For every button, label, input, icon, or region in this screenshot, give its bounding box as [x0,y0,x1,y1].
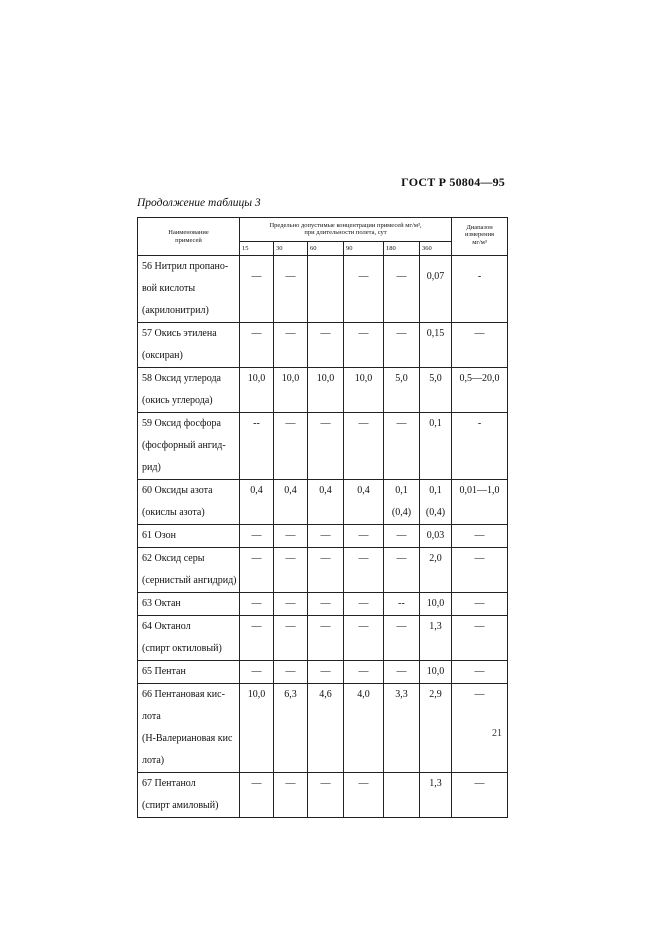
concentration-value: 6,3 [284,689,297,701]
concentration-cell-day-30 [274,368,308,413]
concentration-value: — [396,621,407,633]
concentration-value: (0,4) [425,507,446,519]
table-row [138,525,508,548]
concentration-cell-day-90 [344,525,384,548]
concentration-cell-day-360 [420,593,452,616]
concentration-value: — [396,553,407,565]
concentration-value: 1,3 [429,778,442,790]
concentration-cell-day-15 [240,593,274,616]
concentration-cell-day-180 [384,684,420,773]
substance-name-line: (сернистый ангидрид) [142,575,237,587]
concentration-value: — [251,621,262,633]
concentration-cell-day-360 [420,368,452,413]
concentration-cell-day-30 [274,773,308,818]
concentration-cell-day-15 [240,256,274,323]
concentration-cell-day-180 [384,616,420,661]
concentration-value: — [358,621,369,633]
concentration-cell-day-15 [240,525,274,548]
concentration-value: 4,6 [319,689,332,701]
concentration-cell-day-30 [274,661,308,684]
concentration-cell-day-180 [384,661,420,684]
substance-name-cell [138,661,240,684]
measurement-range-value: - [477,271,482,283]
concentration-value: 5,0 [395,373,408,385]
concentration-cell-day-15 [240,661,274,684]
concentration-value: 1,3 [429,621,442,633]
header-measurement-range: Диапазон измерения мг/м³ [452,218,508,256]
concentration-cell-day-30 [274,323,308,368]
concentration-cell-day-360 [420,413,452,480]
concentration-value: 0,4 [319,485,332,497]
concentration-cell-day-360 [420,525,452,548]
concentration-value: 0,07 [426,271,445,283]
substance-name-line: 61 Озон [142,530,176,542]
substance-name-cell [138,256,240,323]
substance-name-line: 65 Пентан [142,666,186,678]
concentration-cell-day-360 [420,323,452,368]
header-day-60: 60 [308,241,344,255]
concentration-cell-day-90 [344,413,384,480]
concentration-value: 10,0 [316,373,335,385]
substance-name-line: (спирт октиловый) [142,643,222,655]
concentration-value: — [251,530,262,542]
concentration-cell-day-180 [384,593,420,616]
concentration-cell-day-30 [274,413,308,480]
concentration-cell-day-30 [274,256,308,323]
concentration-value: — [358,598,369,610]
substance-name-line: рид) [142,462,161,474]
substance-name-line: 67 Пентанол [142,778,196,790]
concentration-cell-day-60 [308,368,344,413]
concentration-value: -- [398,598,405,610]
concentration-cell-day-15 [240,616,274,661]
substance-name-cell [138,773,240,818]
measurement-range-cell [452,525,508,548]
concentration-cell-day-360 [420,548,452,593]
table-row [138,773,508,818]
concentration-value: 10,0 [426,598,445,610]
concentration-cell-day-360 [420,256,452,323]
concentration-value: — [251,598,262,610]
concentration-cell-day-90 [344,548,384,593]
concentration-cell-day-180 [384,480,420,525]
concentration-value: 2,9 [429,689,442,701]
concentration-cell-day-180 [384,525,420,548]
header-day-30: 30 [274,241,308,255]
measurement-range-value: — [474,530,485,542]
concentration-cell-day-90 [344,684,384,773]
measurement-range-value: — [474,328,485,340]
table-row [138,661,508,684]
concentration-value: — [358,666,369,678]
concentration-value: 3,3 [395,689,408,701]
header-substance-name: Наименование примесей [138,218,240,256]
concentration-value: — [285,778,296,790]
table-row [138,413,508,480]
measurement-range-value: — [474,598,485,610]
substance-name-line: (оксиран) [142,350,183,362]
concentration-value: 10,0 [281,373,300,385]
concentration-cell-day-180 [384,323,420,368]
concentration-cell-day-360 [420,773,452,818]
table-header-row [138,218,508,242]
concentration-value: 0,03 [426,530,445,542]
substance-name-cell [138,548,240,593]
concentration-value: — [396,530,407,542]
concentration-value: — [285,530,296,542]
concentration-value: — [320,418,331,430]
concentration-value: 10,0 [247,689,266,701]
concentration-cell-day-90 [344,480,384,525]
concentration-cell-day-60 [308,593,344,616]
concentration-cell-day-180 [384,368,420,413]
substance-name-cell [138,525,240,548]
concentration-cell-day-180 [384,256,420,323]
measurement-range-value: — [474,778,485,790]
header-day-360: 360 [420,241,452,255]
concentration-value: 10,0 [354,373,373,385]
concentration-value: — [320,553,331,565]
concentration-value: — [320,530,331,542]
concentration-cell-day-15 [240,548,274,593]
concentration-value: 0,1 [395,485,408,497]
concentration-table [137,217,508,818]
concentration-cell-day-60 [308,256,344,323]
concentration-value: 0,1 [429,485,442,497]
concentration-value: — [251,666,262,678]
concentration-value: — [358,271,369,283]
concentration-value: — [358,418,369,430]
concentration-cell-day-30 [274,684,308,773]
concentration-value [308,266,343,288]
concentration-value: — [396,271,407,283]
substance-name-line: (окислы азота) [142,507,205,519]
concentration-cell-day-90 [344,661,384,684]
substance-name-cell [138,684,240,773]
concentration-cell-day-60 [308,413,344,480]
concentration-cell-day-180 [384,413,420,480]
concentration-value: — [285,328,296,340]
concentration-value: 10,0 [247,373,266,385]
concentration-cell-day-90 [344,256,384,323]
concentration-value: — [320,328,331,340]
concentration-value: — [358,778,369,790]
measurement-range-cell [452,593,508,616]
concentration-cell-day-15 [240,480,274,525]
concentration-value: — [251,553,262,565]
page-number: 21 [492,728,502,739]
concentration-value: — [320,598,331,610]
measurement-range-value: — [474,553,485,565]
concentration-value [384,773,419,795]
concentration-value: 5,0 [429,373,442,385]
concentration-value: 10,0 [426,666,445,678]
substance-name-cell [138,368,240,413]
document-standard-header: ГОСТ Р 50804—95 [401,175,505,189]
measurement-range-value: - [477,418,482,430]
table-row [138,684,508,773]
concentration-value: — [285,666,296,678]
substance-name-line: 62 Оксид серы [142,553,205,565]
concentration-cell-day-15 [240,773,274,818]
concentration-value: -- [253,418,260,430]
substance-name-line: 56 Нитрил пропано- [142,261,229,273]
concentration-cell-day-60 [308,323,344,368]
substance-name-cell [138,323,240,368]
substance-name-line: вой кислоты [142,283,196,295]
concentration-cell-day-30 [274,593,308,616]
concentration-value: — [285,621,296,633]
table-row [138,548,508,593]
substance-name-cell [138,480,240,525]
measurement-range-value: — [474,666,485,678]
concentration-cell-day-30 [274,616,308,661]
concentration-cell-day-15 [240,323,274,368]
header-day-180: 180 [384,241,420,255]
measurement-range-value: 0,5—20,0 [459,373,500,385]
measurement-range-value: — [474,621,485,633]
concentration-cell-day-60 [308,684,344,773]
concentration-value: — [285,271,296,283]
concentration-value: — [251,328,262,340]
measurement-range-cell [452,616,508,661]
concentration-cell-day-60 [308,480,344,525]
substance-name-line: (Н-Валериановая кис [142,733,233,745]
measurement-range-cell [452,773,508,818]
concentration-cell-day-30 [274,548,308,593]
measurement-range-cell [452,661,508,684]
concentration-cell-day-60 [308,616,344,661]
substance-name-line: (окись углерода) [142,395,213,407]
concentration-cell-day-15 [240,368,274,413]
concentration-cell-day-60 [308,661,344,684]
table-row [138,368,508,413]
concentration-cell-day-360 [420,616,452,661]
substance-name-cell [138,413,240,480]
concentration-value: — [285,598,296,610]
measurement-range-cell [452,480,508,525]
concentration-cell-day-180 [384,548,420,593]
measurement-range-cell [452,256,508,323]
concentration-value: — [285,553,296,565]
measurement-range-cell [452,548,508,593]
table-row [138,616,508,661]
concentration-cell-day-180 [384,773,420,818]
concentration-value: — [251,778,262,790]
substance-name-line: (спирт амиловый) [142,800,219,812]
table-row [138,256,508,323]
concentration-value: — [358,553,369,565]
concentration-value: — [285,418,296,430]
concentration-value: 0,4 [284,485,297,497]
concentration-value: 0,4 [250,485,263,497]
concentration-value: (0,4) [391,507,412,519]
header-day-90: 90 [344,241,384,255]
concentration-value: 4,0 [357,689,370,701]
substance-name-line: 59 Оксид фосфора [142,418,221,430]
concentration-cell-day-360 [420,684,452,773]
substance-name-line: 66 Пентановая кис- [142,689,225,701]
table-row [138,480,508,525]
table-row [138,593,508,616]
concentration-value: 0,1 [429,418,442,430]
substance-name-line: (фосфорный ангид- [142,440,226,452]
concentration-value: 0,4 [357,485,370,497]
concentration-value: — [358,530,369,542]
substance-name-line: лота [142,711,161,723]
concentration-value: — [320,621,331,633]
concentration-cell-day-15 [240,684,274,773]
substance-name-line: 58 Оксид углерода [142,373,221,385]
concentration-cell-day-90 [344,323,384,368]
concentration-cell-day-30 [274,525,308,548]
substance-name-cell [138,593,240,616]
substance-name-cell [138,616,240,661]
concentration-value: 2,0 [429,553,442,565]
measurement-range-cell [452,323,508,368]
concentration-value: — [320,778,331,790]
concentration-cell-day-60 [308,525,344,548]
measurement-range-value: — [474,689,485,701]
measurement-range-value: 0,01—1,0 [459,485,500,497]
concentration-value: — [396,418,407,430]
substance-name-line: 60 Оксиды азота [142,485,213,497]
concentration-cell-day-90 [344,616,384,661]
substance-name-line: 57 Окись этилена [142,328,217,340]
concentration-cell-day-15 [240,413,274,480]
table-caption: Продолжение таблицы 3 [137,197,261,209]
header-day-15: 15 [240,241,274,255]
concentration-cell-day-60 [308,773,344,818]
concentration-cell-day-60 [308,548,344,593]
concentration-cell-day-360 [420,661,452,684]
concentration-cell-day-90 [344,593,384,616]
measurement-range-cell [452,368,508,413]
concentration-value: — [358,328,369,340]
concentration-value: — [396,666,407,678]
concentration-value: — [251,271,262,283]
concentration-cell-day-30 [274,480,308,525]
concentration-value: — [396,328,407,340]
table-row [138,323,508,368]
concentration-cell-day-360 [420,480,452,525]
concentration-value: 0,15 [426,328,445,340]
substance-name-line: 64 Октанол [142,621,191,633]
concentration-cell-day-90 [344,368,384,413]
concentration-cell-day-90 [344,773,384,818]
concentration-value: — [320,666,331,678]
measurement-range-cell [452,413,508,480]
substance-name-line: (акрилонитрил) [142,305,209,317]
substance-name-line: лота) [142,755,165,767]
substance-name-line: 63 Октан [142,598,181,610]
header-concentration: Предельно допустимые концентрации примесей мг/м³, при длительности полета, сут [240,218,452,242]
